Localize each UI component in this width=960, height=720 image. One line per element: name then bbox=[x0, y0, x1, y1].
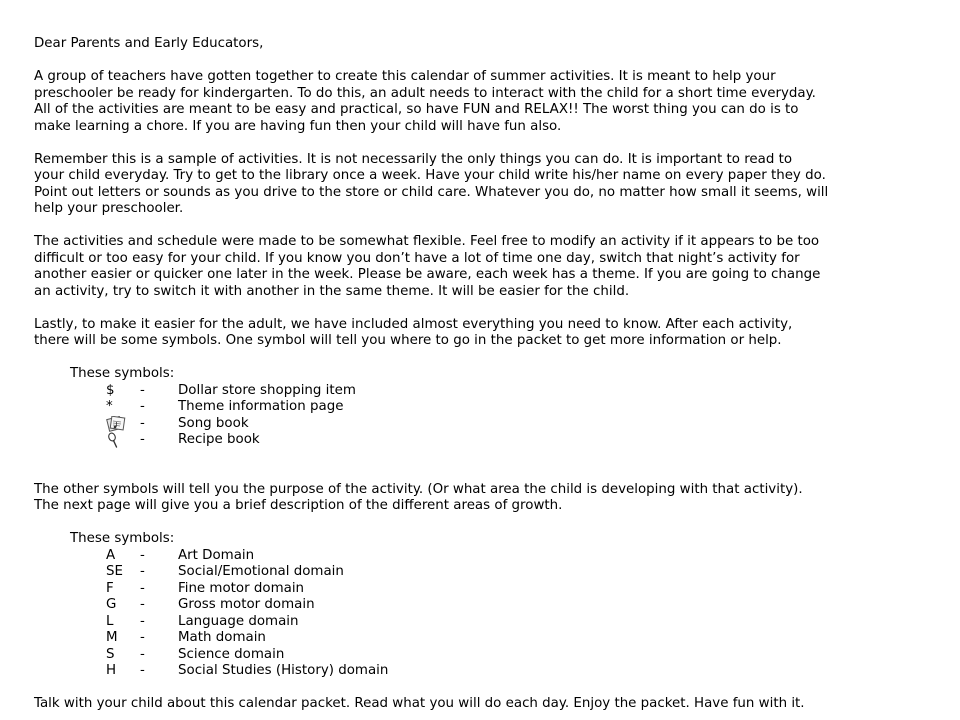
symbol-dash: - bbox=[140, 630, 145, 645]
symbol-dash: - bbox=[140, 580, 145, 596]
domain-row-math bbox=[34, 630, 934, 647]
domain-code: H bbox=[106, 663, 117, 678]
symbol-dash: - bbox=[140, 432, 145, 447]
paragraph-line: A group of teachers have gotten together to create this calendar of summer activities. It is meant to help your bbox=[34, 69, 776, 84]
paragraph-line: another easier or quicker one later in the week. Please be aware, each week has a theme. If you are going to change bbox=[34, 267, 821, 282]
paragraph-symbols-intro bbox=[34, 317, 934, 350]
domain-row-fine-motor bbox=[34, 581, 934, 598]
symbol-description: Dollar store shopping item bbox=[178, 382, 356, 398]
paragraph-line: preschooler be ready for kindergarten. To do this, an adult needs to interact with the child for a short time everyday. bbox=[34, 85, 816, 101]
symbols-heading: These symbols: bbox=[70, 531, 175, 546]
symbol-description: Song book bbox=[178, 415, 249, 431]
symbol-dash: - bbox=[140, 564, 145, 579]
paragraph-line: difficult or too easy for your child. If you know you don’t have a lot of time one day, switch that night’s activity for bbox=[34, 250, 800, 266]
domain-description: Math domain bbox=[178, 630, 266, 645]
paragraph-line: The other symbols will tell you the purpose of the activity. (Or what area the child is developing with that activity). bbox=[34, 481, 803, 497]
letter bbox=[34, 36, 934, 713]
domain-code: A bbox=[106, 547, 116, 563]
paragraph-line: The next page will give you a brief description of the different areas of growth. bbox=[34, 498, 563, 513]
domain-description: Social/Emotional domain bbox=[178, 564, 344, 579]
symbol-dash: - bbox=[140, 663, 145, 678]
symbol-row-dollar bbox=[34, 383, 934, 400]
paragraph-line: make learning a chore. If you are having fun then your child will have fun also. bbox=[34, 118, 562, 134]
domain-code: S bbox=[106, 646, 115, 662]
asterisk-symbol: * bbox=[106, 399, 113, 414]
domain-description: Gross motor domain bbox=[178, 597, 315, 612]
domain-description: Science domain bbox=[178, 646, 285, 662]
greeting: Dear Parents and Early Educators, bbox=[34, 36, 264, 51]
domain-description: Fine motor domain bbox=[178, 580, 305, 596]
symbol-dash: - bbox=[140, 415, 145, 431]
paragraph-line: Lastly, to make it easier for the adult, we have included almost everything you need to know. After each activity, bbox=[34, 316, 793, 332]
domain-description: Social Studies (History) domain bbox=[178, 663, 389, 678]
symbol-row-asterisk bbox=[34, 399, 934, 416]
paragraph-reminder bbox=[34, 152, 934, 218]
domain-symbol-list bbox=[34, 548, 934, 680]
symbol-dash: - bbox=[140, 399, 145, 414]
paragraph-line: Remember this is a sample of activities. It is not necessarily the only things you can do. It is important to read to bbox=[34, 151, 793, 167]
symbol-description: Recipe book bbox=[178, 432, 260, 447]
paragraph-line: an activity, try to switch it with another in the same theme. It will be easier for the child. bbox=[34, 283, 630, 299]
paragraph-line: The activities and schedule were made to be somewhat flexible. Feel free to modify an activity if it appears to be too bbox=[34, 234, 820, 249]
domain-description: Language domain bbox=[178, 613, 299, 629]
domain-row-social-studies bbox=[34, 663, 934, 680]
paragraph-domains-intro bbox=[34, 482, 934, 515]
paragraph-line: All of the activities are meant to be easy and practical, so have FUN and RELAX!! The worst thing you can do is to bbox=[34, 102, 799, 117]
song-book-icon bbox=[34, 416, 140, 432]
domain-code: F bbox=[106, 580, 114, 596]
symbol-row-song bbox=[34, 416, 934, 433]
domain-row-social-emotional bbox=[34, 564, 934, 581]
domain-row-language bbox=[34, 614, 934, 631]
symbol-row-recipe bbox=[34, 432, 934, 449]
recipe-spoon-icon bbox=[34, 432, 140, 448]
symbol-dash: - bbox=[140, 547, 145, 563]
dollar-symbol: $ bbox=[106, 382, 115, 398]
symbol-dash: - bbox=[140, 646, 145, 662]
paragraph-line: your child everyday. Try to get to the library once a week. Have your child write his/her name on every paper they do. bbox=[34, 168, 826, 183]
symbol-dash: - bbox=[140, 613, 145, 629]
domain-row-science bbox=[34, 647, 934, 664]
domain-row-art bbox=[34, 548, 934, 565]
domain-description: Art Domain bbox=[178, 547, 255, 563]
domain-row-gross-motor bbox=[34, 597, 934, 614]
domain-code: SE bbox=[106, 564, 123, 579]
paragraph-intro bbox=[34, 69, 934, 135]
paragraph-flexibility bbox=[34, 234, 934, 300]
closing-line: Talk with your child about this calendar packet. Read what you will do each day. Enjoy the packet. Have fun with it. bbox=[34, 696, 805, 711]
domain-code: M bbox=[106, 630, 118, 645]
location-symbol-list bbox=[34, 383, 934, 449]
paragraph-line: help your preschooler. bbox=[34, 201, 184, 216]
symbol-dash: - bbox=[140, 382, 145, 398]
symbols-heading: These symbols: bbox=[70, 366, 175, 381]
paragraph-line: there will be some symbols. One symbol will tell you where to go in the packet to get more information or help. bbox=[34, 333, 782, 348]
paragraph-line: Point out letters or sounds as you drive to the store or child care. Whatever you do, no matter how small it seems, will bbox=[34, 184, 829, 200]
domain-code: G bbox=[106, 597, 117, 612]
domain-code: L bbox=[106, 613, 114, 629]
symbol-dash: - bbox=[140, 597, 145, 612]
symbol-description: Theme information page bbox=[178, 399, 344, 414]
